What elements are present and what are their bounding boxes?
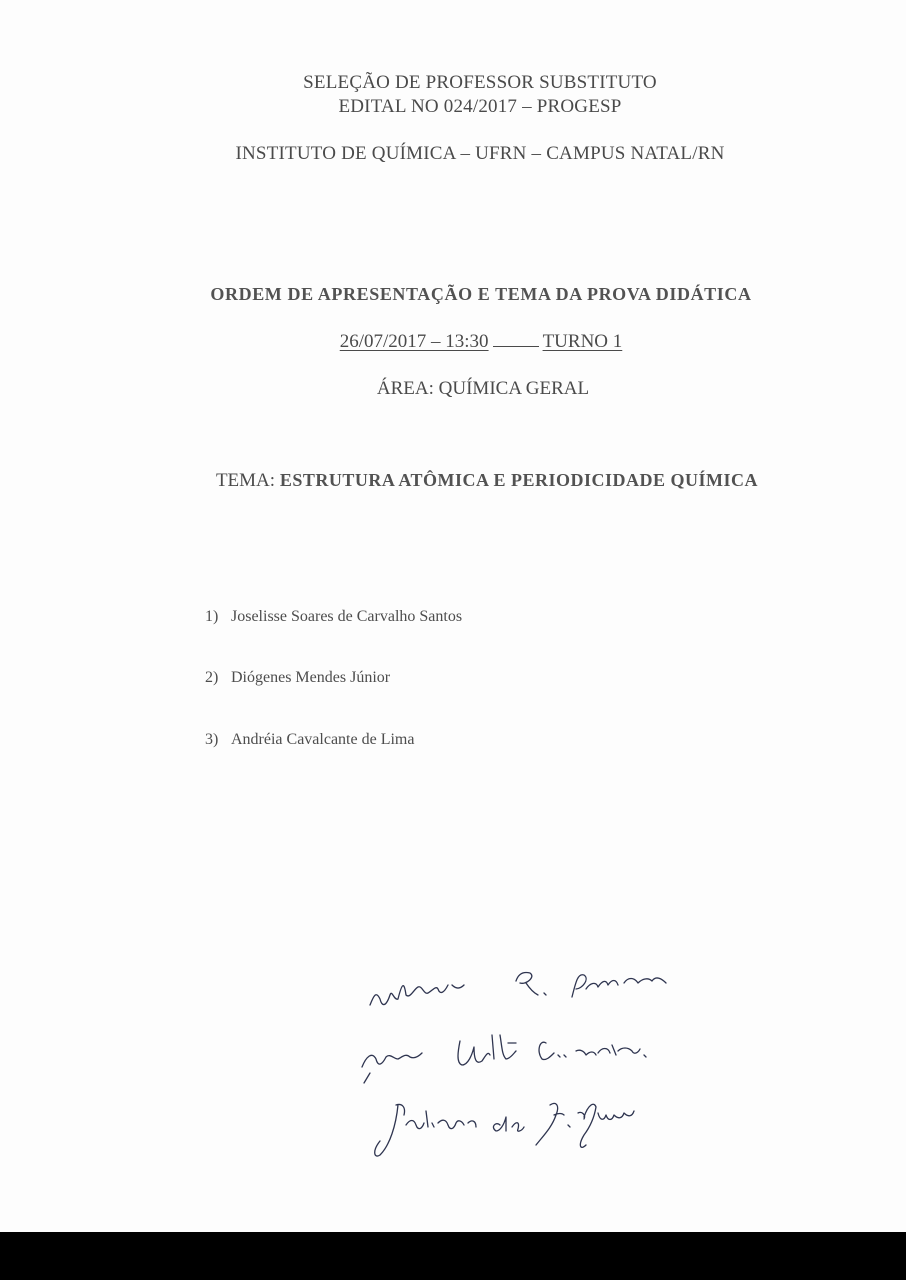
- area-line: ÁREA: QUÍMICA GERAL: [376, 378, 590, 399]
- header-edital: EDITAL NO 024/2017 – PROGESP: [338, 96, 622, 117]
- header-institute: INSTITUTO DE QUÍMICA – UFRN – CAMPUS NATAL/RN: [235, 143, 725, 164]
- session-line: [28, 331, 906, 353]
- tema-line: [34, 470, 906, 492]
- candidate-item: [205, 608, 462, 626]
- session-turno: TURNO 1: [542, 331, 623, 352]
- document-title: ORDEM DE APRESENTAÇÃO E TEMA DA PROVA DIDÁTICA: [210, 284, 752, 304]
- header-selection-title: SELEÇÃO DE PROFESSOR SUBSTITUTO: [303, 72, 657, 93]
- candidate-number: 3): [205, 731, 219, 748]
- signature-3: [375, 1103, 634, 1156]
- tema-label: TEMA:: [215, 470, 280, 491]
- candidate-name: Andréia Cavalcante de Lima: [231, 731, 415, 748]
- candidate-item: [205, 731, 414, 749]
- session-datetime: 26/07/2017 – 13:30: [339, 331, 489, 352]
- underline-gap: [493, 345, 539, 347]
- signature-1: [370, 972, 666, 1005]
- scan-bottom-border: [0, 1232, 906, 1280]
- candidate-number: 1): [205, 608, 219, 625]
- handwritten-signatures: [340, 955, 700, 1175]
- candidate-name: Diógenes Mendes Júnior: [231, 669, 391, 686]
- candidate-item: [205, 669, 390, 687]
- candidate-name: Joselisse Soares de Carvalho Santos: [231, 608, 463, 625]
- signature-2: [362, 1035, 646, 1083]
- tema-value: ESTRUTURA ATÔMICA E PERIODICIDADE QUÍMICA: [279, 470, 759, 490]
- candidate-number: 2): [205, 669, 219, 686]
